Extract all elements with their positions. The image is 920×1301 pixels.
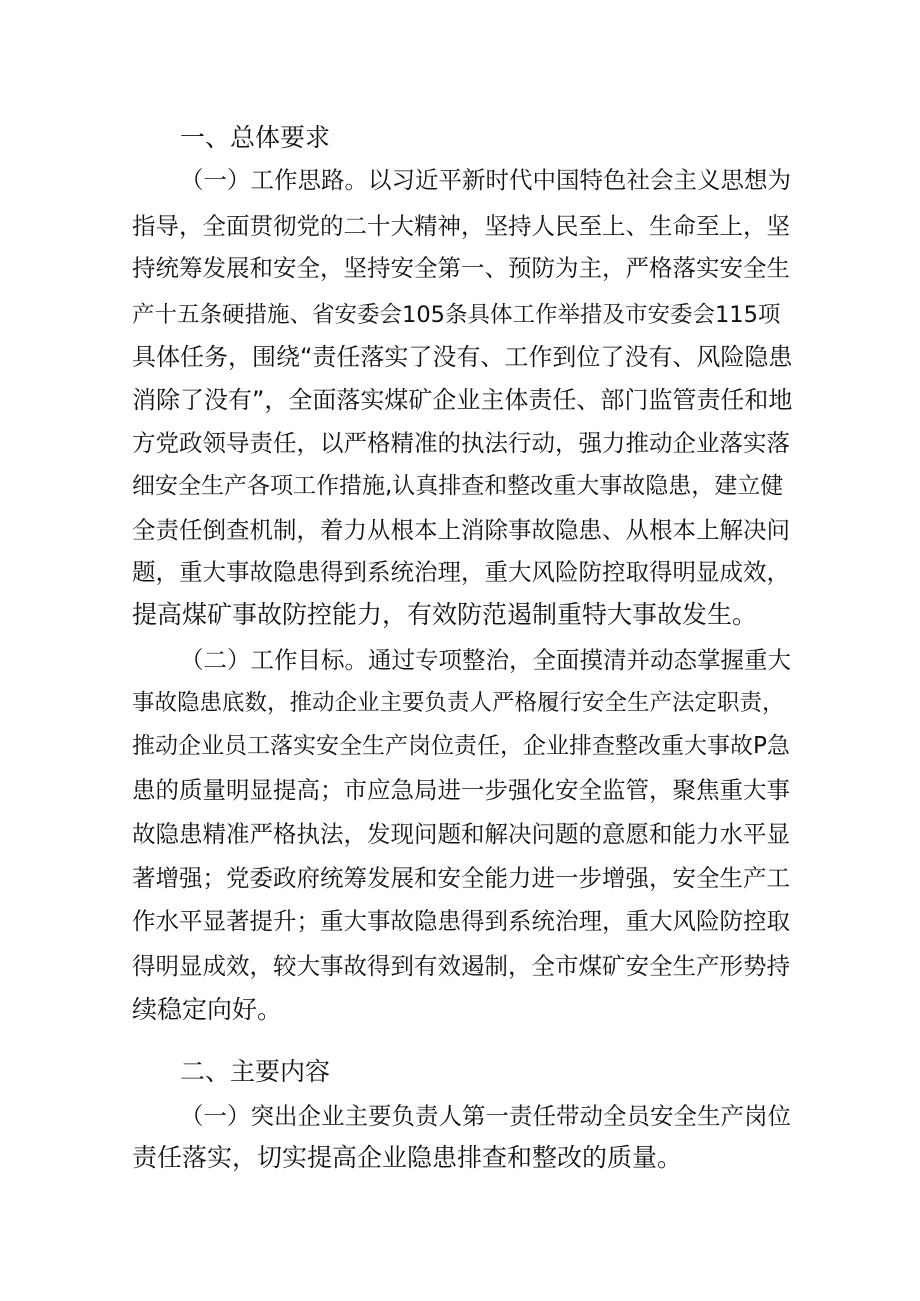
paragraph-line: 故隐患精准严格执法，发现问题和解决问题的意愿和能力水平显 xyxy=(132,820,790,848)
paragraph-line: 提高煤矿事故防控能力，有效防范遏制重特大事故发生。 xyxy=(132,600,758,629)
paragraph-line: 续稳定向好。 xyxy=(132,995,283,1024)
paragraph-line: 得明显成效，较大事故得到有效遏制，全市煤矿安全生产形势持 xyxy=(132,952,790,980)
paragraph-line: 著增强；党委政府统筹发展和安全能力进一步增强，安全生产工 xyxy=(132,864,790,892)
paragraph-line: 消除了没有”，全面落实煤矿企业主体责任、部门监管责任和地 xyxy=(132,386,793,414)
heading-main-contents: 二、主要内容 xyxy=(180,1057,331,1086)
paragraph-line: 题，重大事故隐患得到系统治理，重大风险防控取得明显成效， xyxy=(132,558,790,586)
paragraph-line: 推动企业员工落实安全生产岗位责任，企业排查整改重大事故P急 xyxy=(132,733,790,759)
paragraph-line: 产十五条硬措施、省安委会105条具体工作举措及市安委会115项 xyxy=(132,302,781,328)
paragraph-line: （一）工作思路。以习近平新时代中国特色社会主义思想为 xyxy=(180,166,791,194)
paragraph-line: 细安全生产各项工作措施,认真排查和整改重大事故隐患，建立健 xyxy=(132,473,784,499)
paragraph-line: 持统筹发展和安全，坚持安全第一、预防为主，严格落实安全生 xyxy=(132,254,790,282)
paragraph-line: （二）工作目标。通过专项整治，全面摸清并动态掌握重大 xyxy=(180,646,791,674)
paragraph-line: 作水平显著提升；重大事故隐患得到系统治理，重大风险防控取 xyxy=(132,907,790,935)
paragraph-line: 指导，全面贯彻党的二十大精神，坚持人民至上、生命至上，坚 xyxy=(132,212,790,240)
paragraph-line: 具体任务，围绕“责任落实了没有、工作到位了没有、风险隐患 xyxy=(132,343,793,371)
paragraph-line: 全责任倒查机制，着力从根本上消除事故隐患、从根本上解决问 xyxy=(132,516,790,544)
heading-overall-requirements: 一、总体要求 xyxy=(180,123,331,152)
paragraph-line: 患的质量明显提高；市应急局进一步强化安全监管，聚焦重大事 xyxy=(132,776,790,804)
paragraph-line: 事故隐患底数，推动企业主要负责人严格履行安全生产法定职责， xyxy=(132,690,785,716)
paragraph-line: （一）突出企业主要负责人第一责任带动全员安全生产岗位 xyxy=(180,1102,791,1130)
paragraph-line: 责任落实，切实提高企业隐患排查和整改的质量。 xyxy=(132,1143,683,1172)
paragraph-line: 方党政领导责任，以严格精准的执法行动，强力推动企业落实落 xyxy=(132,429,790,457)
